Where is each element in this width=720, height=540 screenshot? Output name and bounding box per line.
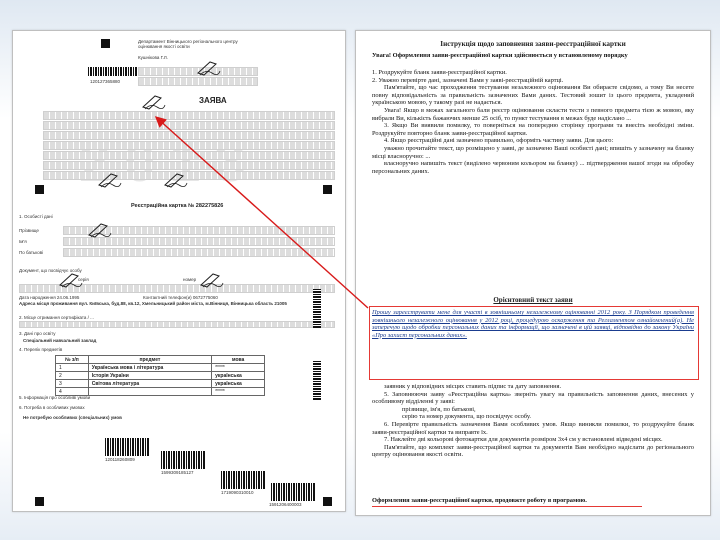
page-title: ЗАЯВА — [199, 96, 227, 105]
section-special-needs: 6. Потреба в особливих умовах — [19, 405, 85, 410]
label-series: серія — [78, 277, 89, 282]
instruction-step: 7. Наклейте дві кольорові фотокартки для документів розміром 3х4 см у встановлені відведені місцях. — [384, 436, 663, 444]
label-id-document: Документ, що посвідчує особу — [19, 268, 82, 273]
form-signatory: Кушнікова Г.Л. — [138, 55, 168, 60]
subjects-header-no: № з/п — [56, 356, 89, 364]
address: Адреса місця проживання вул. Київська, буд.88, кв.12, Хмельницький район міста, м.Вінниця, Вінницька область 21005 — [19, 301, 287, 306]
instruction-note: заявник у відповідних місцях ставить підпис та дату заповнення. — [384, 383, 562, 390]
instruction-step: 2. Уважно перевірте дані, зазначені Вами у заяві-реєстраційній картці. — [372, 76, 564, 84]
instruction-step: 5. Заповнюючи заяву «Реєстраційна картка» зверніть увагу на правильність заповнення даних, внесених у особливому відділенні у заяві: — [372, 390, 694, 406]
instruction-note: Пам'ятайте, що комплект заяви-реєстраційної картки та документів Вам необхідно надіслати до регіонального центру оцінювання якості освіти. — [372, 443, 694, 459]
instruction-note: прізвище, ім'я, по батькові, — [402, 405, 476, 413]
label-patronymic: По батькові — [19, 250, 44, 255]
instruction-step: 3. Якщо Ви виявили помилку, то поверніться на попередню сторінку програми та внесіть необхідні зміни. Роздрукуйте повторно бланк заяви-реєстраційної картки. — [372, 122, 694, 137]
sample-heading: Орієнтовний текст заяви — [493, 296, 573, 304]
bottom-barcode-number: 1591206400003 — [269, 502, 302, 507]
section-education: 3. Дані про освіту — [19, 331, 56, 336]
table-row: 3 Світова література українська — [56, 380, 265, 388]
subjects-header-subject: предмет — [88, 356, 211, 364]
instructions-warning: Увага! Оформлення заяви-реєстраційної картки здійснюється у встановленому порядку — [372, 52, 628, 59]
table-row: 1 Українська мова і література ***** — [56, 364, 265, 372]
phone: Контактний телефон(и) 0672775060 — [143, 295, 218, 300]
instruction-step: 4. Якщо реєстраційні дані зазначено правильно, оформіть частину заяви. Для цього: — [384, 137, 614, 145]
section-subjects: 4. Перелік предметів — [19, 347, 63, 352]
instruction-note: Пам'ятайте, що час проходження тестування незалежного оцінювання Ви обираєте свідомо, а тому Ви несете повну відповідальність за правильність зазначених Вами даних. Тестовий зошит із цього предмета, укладений українською мовою, у такому разі не надається. — [372, 84, 694, 107]
education-value: Спеціальний навчальний заклад — [23, 338, 97, 343]
label-number: номер — [183, 277, 197, 282]
section-conditions: 5. Інформація про особливі умови — [19, 395, 91, 400]
table-row: 4 ***** — [56, 388, 265, 396]
top-barcode-number: 120127365880 — [90, 79, 121, 84]
bottom-barcode-number: 1719090310010 — [221, 490, 254, 495]
birth-date: Дата народження 24.06.1995 — [19, 295, 80, 300]
label-surname: Прізвище — [19, 228, 39, 233]
section-personal: 1. Особисті дані — [19, 214, 53, 219]
card-number: Реєстраційна картка № 282275826 — [131, 203, 224, 209]
table-row: 2 Історія України українська — [56, 372, 265, 380]
instruction-note: Увага! Якщо в межах загального бали реєстр оцінювання скласти тести з певного предмета тією ж мовою, яку вибрали Ви, кількість бажаючих менше 25 осіб, то пункт тестування в межах буде надіслано ... — [372, 106, 694, 122]
instruction-step: 6. Перевірте правильність зазначення Вами особливих умов. Якщо виникли помилки, то роздрукуйте бланк заяви-реєстраційної картки та виправте їх. — [372, 420, 694, 436]
instruction-note: уважно прочитайте текст, що розміщено у заяві, де зазначено Ваші особисті дані; впишіть у зазначену на бланку місці власноручно: ... — [372, 144, 694, 160]
section-certificate: 2. Місце отримання сертифіката / ... — [19, 315, 94, 320]
instructions-footer: Оформлення заяви-реєстраційної картки, продовжте роботу в програмою. — [372, 497, 587, 504]
label-name: Ім'я — [19, 239, 27, 244]
bottom-barcode-number: 1599309185127 — [161, 470, 194, 475]
bottom-barcode-number: 120118260809 — [105, 457, 135, 462]
form-org: Департамент Вінницького регіонального центру оцінювання якості освіти — [138, 39, 238, 50]
instruction-step: 1. Роздрукуйте бланк заяви-реєстраційної картки. — [372, 69, 507, 76]
special-needs-value: Не потребую особливих (спеціальних) умов — [23, 415, 122, 420]
instructions-title: Інструкція щодо заповнення заяви-реєстраційної картки — [440, 40, 626, 48]
instruction-note: серію та номер документа, що посвідчує особу. — [402, 413, 532, 421]
instruction-note: власноручно напишіть текст (виділено червоним кольором на бланку) ... підтвердження вашої згоди на обробку персональних даних. — [372, 160, 694, 175]
sample-text: Прошу зареєструвати мене для участі в зовнішньому незалежному оцінюванні 2012 року. З Порядком проведення зовнішнього незалежного оцінювання у 2012 році, процедурою оскарження та Регламентом ознайомлений(а). Не заперечую щодо обробки персональних даних та інформації, що зазначені в цій заявці, відповідно до закону України «Про захист персональних даних». — [372, 309, 694, 339]
subjects-header-lang: мова — [212, 356, 265, 364]
